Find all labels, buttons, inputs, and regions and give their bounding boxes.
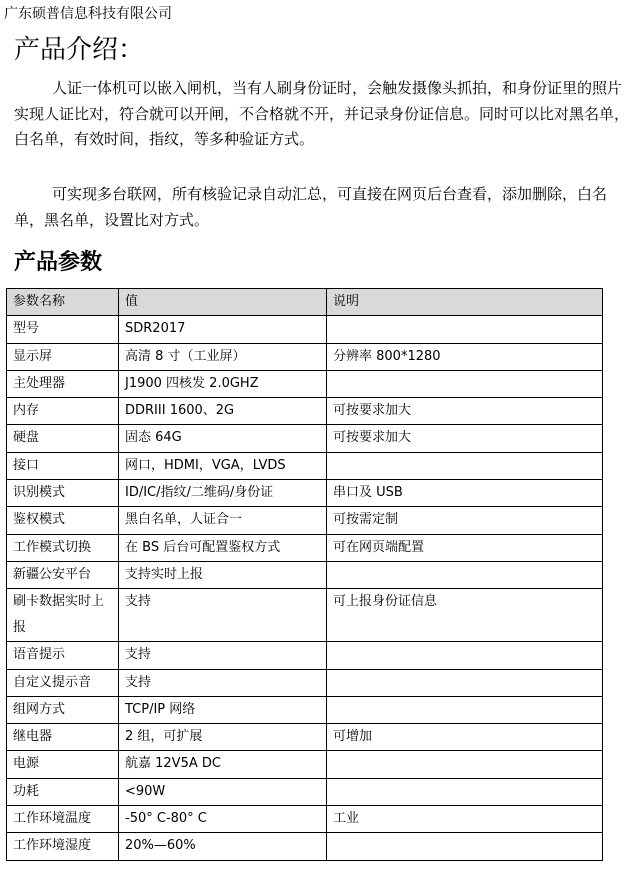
cell-value: 在 BS 后台可配置鉴权方式: [119, 534, 327, 561]
table-header-row: [7, 289, 603, 316]
cell-value: -50° C-80° C: [119, 806, 327, 833]
cell-param-name: 新疆公安平台: [7, 561, 119, 588]
cell-param-name: 语音提示: [7, 642, 119, 669]
cell-note: [327, 669, 603, 696]
cell-note: 可上报身份证信息: [327, 589, 603, 642]
cell-param-name: 工作模式切换: [7, 534, 119, 561]
cell-param-name: 接口: [7, 452, 119, 479]
table-row: [7, 507, 603, 534]
table-row: [7, 806, 603, 833]
intro-paragraph: 人证一体机可以嵌入闸机，当有人刷身份证时，会触发摄像头抓拍，和身份证里的照片实现人证比对，符合就可以开闸，不合格就不开，并记录身份证信息。同时可以比对黑名单，白名单，有效时间，指纹，等多种验证方式。: [14, 79, 630, 148]
cell-note: 可按要求加大: [327, 398, 603, 425]
cell-value: SDR2017: [119, 316, 327, 343]
table-row: [7, 751, 603, 778]
header-value: 值: [119, 289, 327, 316]
params-heading: 产品参数: [14, 249, 103, 275]
cell-note: [327, 642, 603, 669]
cell-note: [327, 561, 603, 588]
cell-note: 工业: [327, 806, 603, 833]
cell-note: [327, 696, 603, 723]
table-row: [7, 642, 603, 669]
cell-value: 20%—60%: [119, 833, 327, 860]
cell-note: 可按要求加大: [327, 425, 603, 452]
cell-param-name: 鉴权模式: [7, 507, 119, 534]
cell-param-name: 主处理器: [7, 370, 119, 397]
cell-value: J1900 四核发 2.0GHZ: [119, 370, 327, 397]
cell-note: [327, 370, 603, 397]
cell-note: [327, 751, 603, 778]
cell-note: [327, 316, 603, 343]
cell-param-name: 工作环境湿度: [7, 833, 119, 860]
header-param-name: 参数名称: [7, 289, 119, 316]
cell-value: DDRIII 1600、2G: [119, 398, 327, 425]
table-row: [7, 398, 603, 425]
cell-value: 高清 8 寸（工业屏）: [119, 343, 327, 370]
cell-value: 2 组，可扩展: [119, 724, 327, 751]
table-row: [7, 561, 603, 588]
table-row: [7, 316, 603, 343]
table-row: [7, 724, 603, 751]
cell-param-name: 刷卡数据实时上报: [7, 589, 119, 642]
cell-value: 支持: [119, 642, 327, 669]
cell-param-name: 型号: [7, 316, 119, 343]
table-row: [7, 343, 603, 370]
cell-note: [327, 778, 603, 805]
table-row: [7, 370, 603, 397]
cell-param-name: 自定义提示音: [7, 669, 119, 696]
table-row: [7, 425, 603, 452]
intro-heading: 产品介绍：: [14, 35, 145, 65]
company-name: 广东硕普信息科技有限公司: [4, 6, 172, 22]
cell-param-name: 显示屏: [7, 343, 119, 370]
table-row: [7, 696, 603, 723]
cell-value: <90W: [119, 778, 327, 805]
table-row: [7, 480, 603, 507]
cell-value: TCP/IP 网络: [119, 696, 327, 723]
cell-param-name: 硬盘: [7, 425, 119, 452]
cell-value: 支持: [119, 669, 327, 696]
cell-note: [327, 452, 603, 479]
cell-value: 网口，HDMI，VGA，LVDS: [119, 452, 327, 479]
cell-param-name: 电源: [7, 751, 119, 778]
cell-param-name: 内存: [7, 398, 119, 425]
cell-param-name: 继电器: [7, 724, 119, 751]
cell-value: 黑白名单，人证合一: [119, 507, 327, 534]
cell-value: ID/IC/指纹/二维码/身份证: [119, 480, 327, 507]
cell-param-name: 组网方式: [7, 696, 119, 723]
table-row: [7, 669, 603, 696]
cell-param-name: 工作环境温度: [7, 806, 119, 833]
cell-note: [327, 833, 603, 860]
cell-value: 航嘉 12V5A DC: [119, 751, 327, 778]
table-row: [7, 534, 603, 561]
table-row: [7, 452, 603, 479]
table-row: [7, 589, 603, 642]
cell-param-name: 识别模式: [7, 480, 119, 507]
cell-note: 可在网页端配置: [327, 534, 603, 561]
cell-note: 串口及 USB: [327, 480, 603, 507]
header-note: 说明: [327, 289, 603, 316]
cell-value: 支持实时上报: [119, 561, 327, 588]
table-row: [7, 833, 603, 860]
cell-value: 支持: [119, 589, 327, 642]
params-table: [6, 288, 603, 861]
cell-note: 分辨率 800*1280: [327, 343, 603, 370]
cell-note: 可增加: [327, 724, 603, 751]
intro-paragraph: 可实现多台联网，所有核验记录自动汇总，可直接在网页后台查看，添加删除，白名单，黑名单，设置比对方式。: [14, 185, 608, 229]
table-row: [7, 778, 603, 805]
cell-value: 固态 64G: [119, 425, 327, 452]
cell-note: 可按需定制: [327, 507, 603, 534]
cell-param-name: 功耗: [7, 778, 119, 805]
